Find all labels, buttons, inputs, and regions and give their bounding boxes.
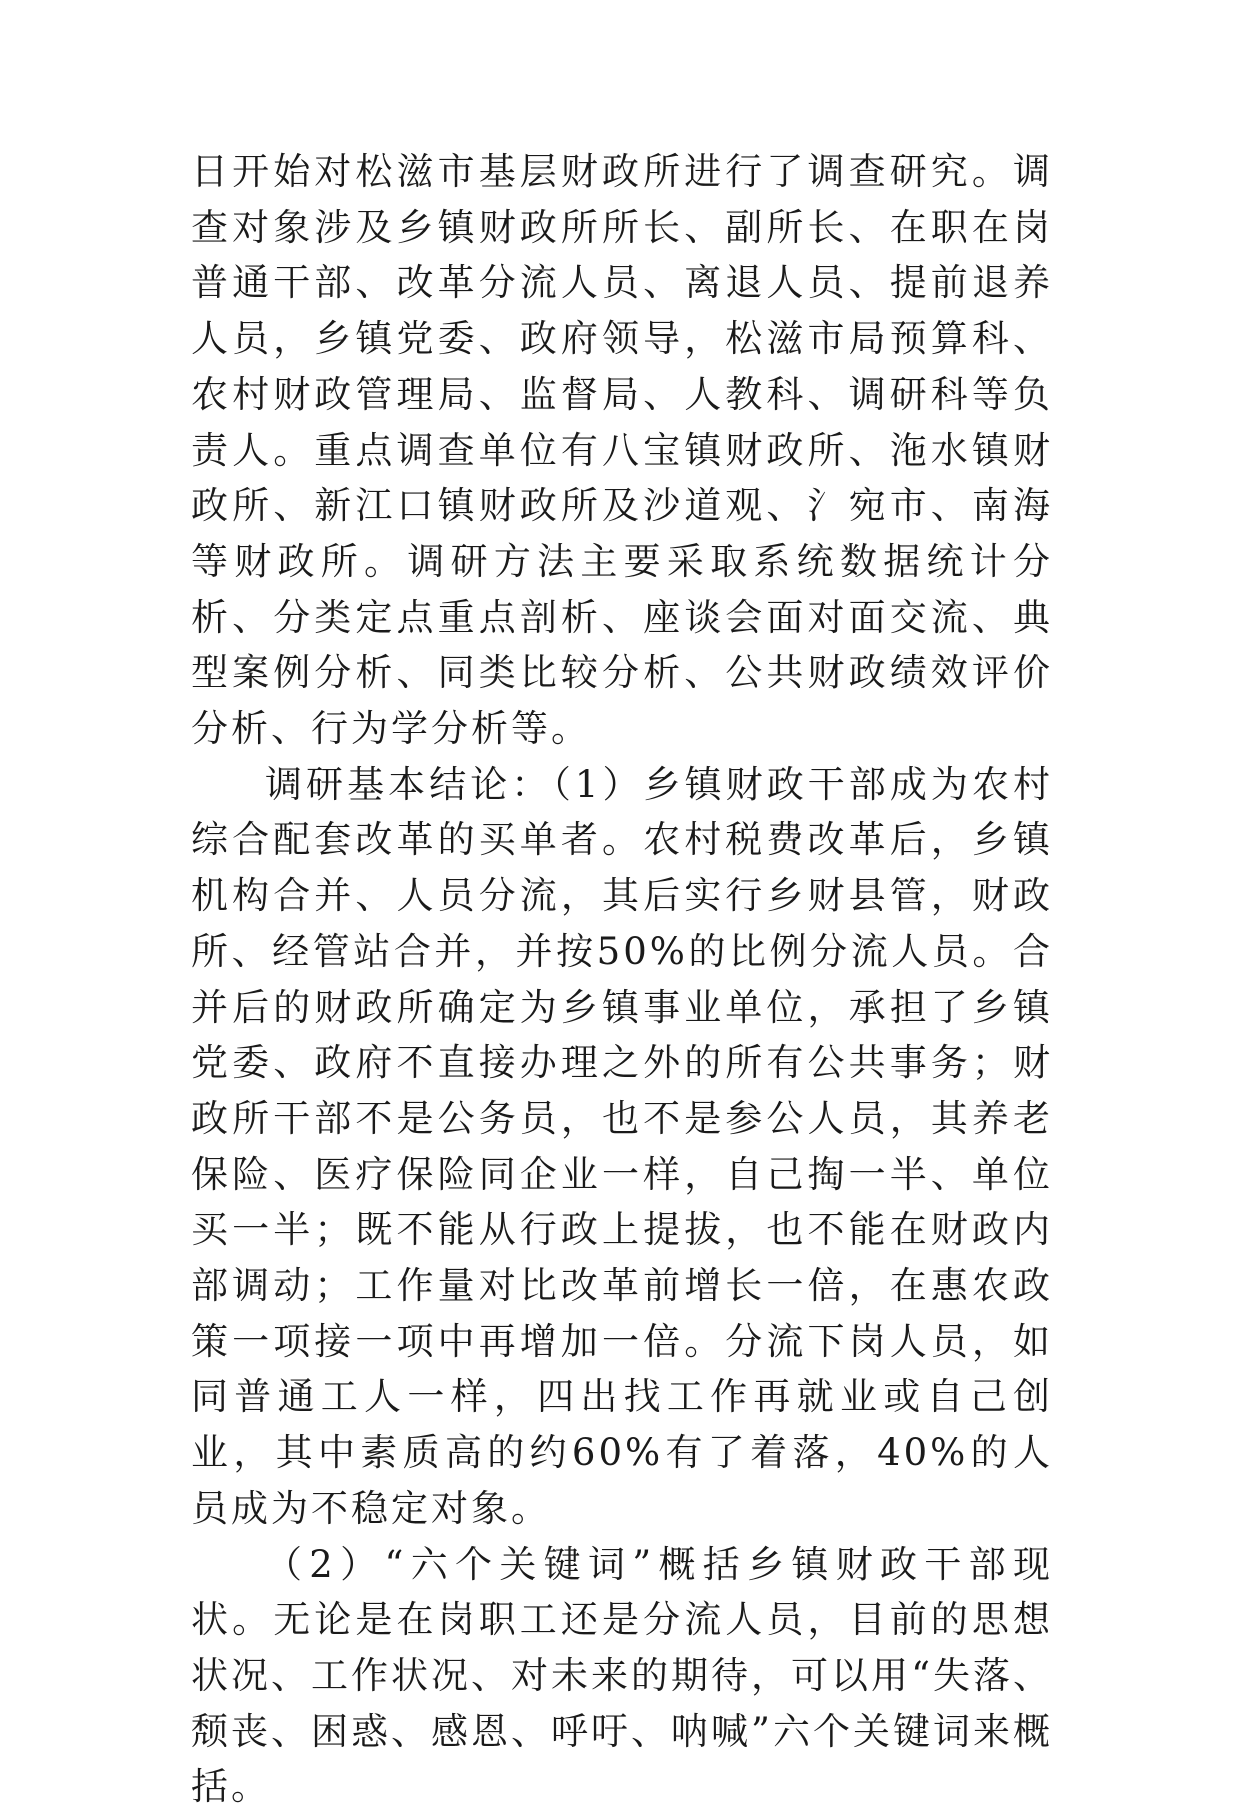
paragraph-conclusion-2: （2）“六个关键词”概括乡镇财政干部现状。无论是在岗职工还是分流人员，目前的思想状况、工作状况、对未来的期待，可以用“失落、颓丧、困惑、感恩、呼吁、呐喊”六个关键词来概括。 [191, 1542, 1053, 1809]
document-body [191, 144, 1053, 1815]
paragraph-survey-scope: 日开始对松滋市基层财政所进行了调查研究。调查对象涉及乡镇财政所所长、副所长、在职在岗普通干部、改革分流人员、离退人员、提前退养人员，乡镇党委、政府领导，松滋市局预算科、农村财政管理局、监督局、人教科、调研科等负责人。重点调查单位有八宝镇财政所、沲水镇财政所、新江口镇财政所及沙道观、氵宛市、南海等财政所。调研方法主要采取系统数据统计分析、分类定点重点剖析、座谈会面对面交流、典型案例分析、同类比较分析、公共财政绩效评价分析、行为学分析等。 [191, 150, 1053, 751]
paragraph-conclusion-1: 调研基本结论：（1）乡镇财政干部成为农村综合配套改革的买单者。农村税费改革后，乡镇机构合并、人员分流，其后实行乡财县管，财政所、经管站合并，并按50%的比例分流人员。合并后的财政所确定为乡镇事业单位，承担了乡镇党委、政府不直接办理之外的所有公共事务；财政所干部不是公务员，也不是参公人员，其养老保险、医疗保险同企业一样，自己掏一半、单位买一半；既不能从行政上提拔，也不能在财政内部调动；工作量对比改革前增长一倍，在惠农政策一项接一项中再增加一倍。分流下岗人员，如同普通工人一样，四出找工作再就业或自己创业，其中素质高的约60%有了着落，40%的人员成为不稳定对象。 [191, 762, 1053, 1530]
